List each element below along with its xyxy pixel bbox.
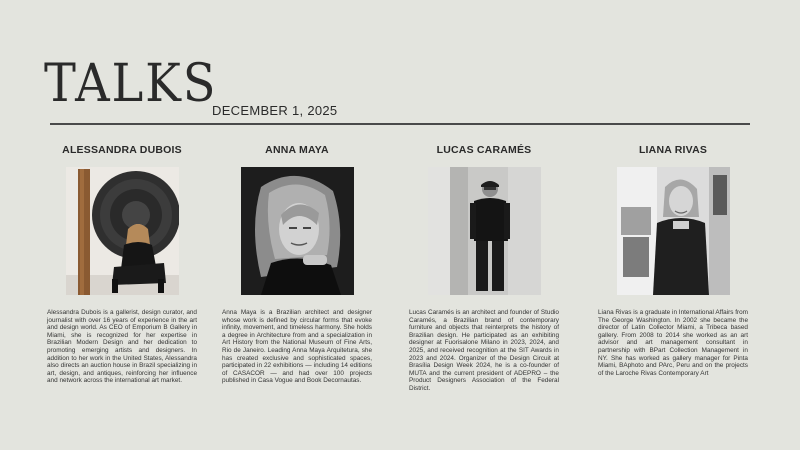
event-date: DECEMBER 1, 2025 — [212, 103, 338, 118]
header-divider — [50, 123, 750, 125]
speaker-bio: Alessandra Dubois is a gallerist, design curator, and journalist with over 16 years of experience in the art and design world. As CEO of Emporium B Gallery in Miami, she is recognized for her expertise in Brazilian Modern Design and her dedication to promoting emerging artists and designers. In addition to her work in the United States, Alessandra also directs an auction house in Brazil specializing in art, design, and antiques, reinforcing her influence and network across the international art market. — [47, 309, 197, 385]
speaker-name: LUCAS CARAMÉS — [436, 144, 532, 156]
speaker-card-liana-rivas — [598, 143, 748, 377]
speaker-photo — [617, 167, 730, 295]
speaker-photo — [241, 167, 354, 295]
speaker-name: LIANA RIVAS — [638, 144, 708, 156]
speaker-bio: Liana Rivas is a graduate in International Affairs from The George Washington. In 2002 she became the director of Latin Collector Miami, a Tribeca based gallery. From 2008 to 2014 she worked as an art advisor and art management consultant in partnership with BPart Collection Management in NY. She has worked as gallery manager for Pinta Miami, BAphoto and PArc, Peru and on the projects of the Laroche Rivas Contemporary Art — [598, 309, 748, 377]
speaker-card-alessandra-dubois — [47, 143, 197, 385]
speaker-bio: Anna Maya is a Brazilian architect and designer whose work is defined by circular forms that evoke infinity, movement, and timeless harmony. She holds a degree in Architecture from and a specialization in Art History from the National Museum of Fine Arts, Rio de Janeiro. Leading Anna Maya Arquitetura, she has created exclusive and sophisticated spaces, participated in 22 exhibitions — including 14 editions of CASACOR — and had over 100 projects published in Casa Vogue and Book Decornautas. — [222, 309, 372, 385]
speaker-name: ANNA MAYA — [265, 144, 329, 156]
speaker-bio: Lucas Caramés is an architect and founder of Studio Caramés, a Brazilian brand of contemporary furniture and objects that reinterprets the history of Brazilian design. He participated as an exhibiting designer at Fuorisalone Milano in 2023, 2024, and 2025, and received recognition at the SIT Awards in 2023 and 2024. Organizer of the Design Circuit at Brasília Design Week 2024, he is a co-founder of MUTA and the current president of ADEPRO – the Product Designers Association of the Federal District. — [409, 309, 559, 392]
speaker-photo — [428, 167, 541, 295]
speaker-card-anna-maya — [222, 143, 372, 385]
page-title: TALKS — [44, 54, 218, 114]
speaker-name: ALESSANDRA DUBOIS — [62, 144, 182, 156]
speaker-photo — [66, 167, 179, 295]
speaker-card-lucas-carames — [409, 143, 559, 393]
